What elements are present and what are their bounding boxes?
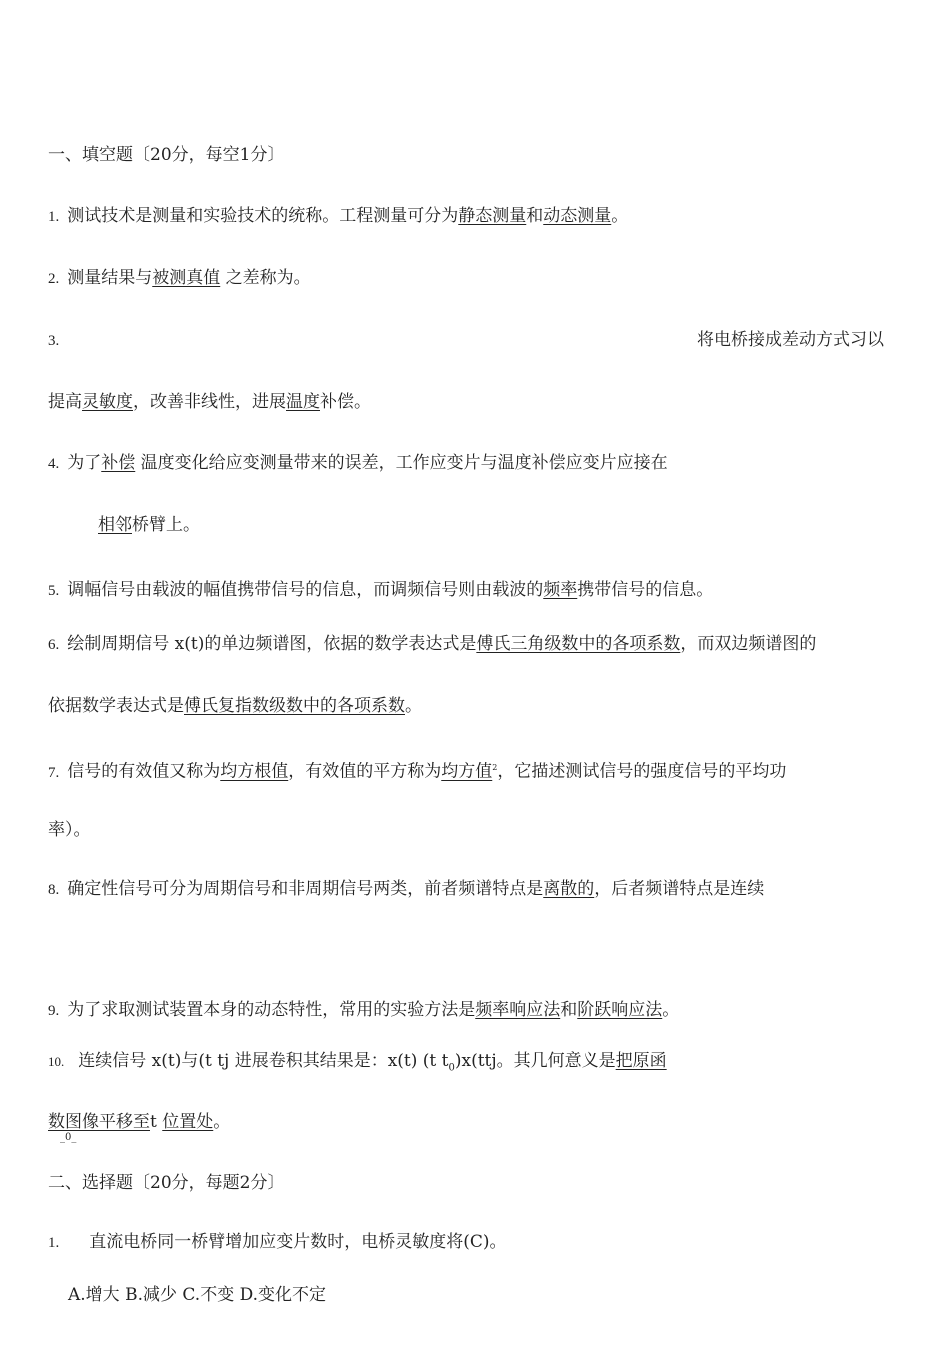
- question-text: 依据数学表达式是: [48, 696, 184, 716]
- answer: 均方根值: [220, 761, 289, 782]
- answer: 傅氏复指数级数中的各项系数: [184, 696, 405, 716]
- question-number: 10.: [48, 1054, 65, 1069]
- question-text: 调幅信号由载波的幅值携带信号的信息，而调频信号则由载波的: [67, 580, 544, 600]
- question-text: 绘制周期信号 x(t)的单边频谱图，依据的数学表达式是: [67, 634, 477, 654]
- answer: 静态测量: [458, 206, 527, 226]
- answer: 被测真值: [152, 268, 221, 288]
- answer: 位置处: [162, 1112, 214, 1132]
- question-text: 提高: [48, 392, 82, 412]
- question-4: [48, 451, 668, 476]
- question-text: ，后者频谱特点是连续: [594, 879, 765, 899]
- question-text: 。: [662, 1000, 680, 1020]
- question-text: 温度变化给应变测量带来的误差，工作应变片与温度补偿应变片应接在: [135, 453, 668, 473]
- answer: 阶跃响应法: [577, 1000, 663, 1020]
- question-text: t: [150, 1112, 163, 1132]
- question-text: 连续信号 x(t)与(t tj 进展卷积其结果是：x(t) (t t: [78, 1051, 449, 1071]
- question-text: ，它描述测试信号的强度信号的平均功: [497, 761, 787, 782]
- answer: 均方值: [441, 761, 493, 782]
- question-2: [48, 266, 311, 291]
- question-number: 1.: [48, 1235, 60, 1251]
- question-text: 和: [560, 1000, 578, 1020]
- answer: 傅氏三角级数中的各项系数: [476, 634, 681, 654]
- answer: 温度: [286, 392, 320, 412]
- question-text: 为了: [67, 453, 102, 473]
- question-7-cont: 率）。: [48, 820, 91, 840]
- question-number: 4.: [48, 456, 60, 472]
- question-text: 直流电桥同一桥臂增加应变片数时，电桥灵敏度将(C)。: [89, 1232, 507, 1252]
- question-text: 确定性信号可分为周期信号和非周期信号两类，前者频谱特点是: [67, 879, 544, 899]
- answer: 离散的: [543, 879, 595, 899]
- answer: 频率响应法: [475, 1000, 561, 1020]
- question-text: 。: [611, 206, 629, 226]
- question-text: 测试技术是测量和实验技术的统称。工程测量可分为: [67, 206, 459, 226]
- question-8: [48, 877, 764, 902]
- question-number: 9.: [48, 1003, 60, 1019]
- answer: 把原函: [615, 1051, 667, 1071]
- question-6: [48, 632, 816, 657]
- answer: 数图像平移至: [48, 1112, 150, 1132]
- question-number: 3.: [48, 333, 60, 349]
- superscript: 2: [492, 763, 498, 772]
- subscript: 0: [448, 1062, 455, 1074]
- question-text: 。: [405, 696, 422, 716]
- question-text: ，改善非线性，进展: [133, 392, 286, 412]
- question-text: 之差称为。: [220, 268, 311, 288]
- question-3-cont: [48, 390, 371, 414]
- answer: 动态测量: [543, 206, 612, 226]
- question-7: [48, 756, 786, 785]
- section-title-fill-in: 一、填空题〔20分，每空1分〕: [48, 145, 285, 165]
- answer: 频率: [543, 580, 578, 600]
- question-text: 携带信号的信息。: [577, 580, 714, 600]
- question-text: 和: [526, 206, 544, 226]
- question-4-cont: [98, 513, 200, 537]
- choice-question-1: [48, 1230, 507, 1255]
- question-6-cont: [48, 694, 422, 718]
- question-10-subscript-mark: _0_: [60, 1132, 77, 1143]
- question-text: 信号的有效值又称为: [67, 761, 221, 782]
- answer: 相邻: [98, 515, 132, 535]
- question-1: [48, 204, 628, 229]
- question-number: 7.: [48, 764, 60, 781]
- question-10: [48, 1049, 667, 1080]
- answer: 灵敏度: [82, 392, 133, 412]
- question-number: 2.: [48, 271, 60, 287]
- question-text: )x(ttj。其几何意义是: [454, 1051, 616, 1071]
- question-text: 测量结果与: [67, 268, 153, 288]
- section-title-choice: 二、选择题〔20分，每题2分〕: [48, 1173, 285, 1193]
- question-3-number: [48, 328, 67, 353]
- question-9: [48, 998, 679, 1023]
- question-text: 。: [213, 1112, 231, 1132]
- question-10-cont: [48, 1110, 230, 1134]
- question-number: 5.: [48, 583, 60, 599]
- question-text: 为了求取测试装置本身的动态特性，常用的实验方法是: [67, 1000, 476, 1020]
- question-text: 桥臂上。: [132, 515, 200, 535]
- answer: 补偿: [101, 453, 136, 473]
- question-text: ，而双边频谱图的: [680, 634, 817, 654]
- question-5: [48, 578, 713, 603]
- question-number: 8.: [48, 882, 60, 898]
- question-text: ，有效值的平方称为: [288, 761, 442, 782]
- question-text: 补偿。: [320, 392, 371, 412]
- question-3-right-text: 将电桥接成差动方式习以: [697, 330, 884, 350]
- question-number: 1.: [48, 209, 60, 225]
- choice-options: A.增大 B.减少 C.不变 D.变化不定: [68, 1285, 327, 1305]
- question-number: 6.: [48, 637, 60, 653]
